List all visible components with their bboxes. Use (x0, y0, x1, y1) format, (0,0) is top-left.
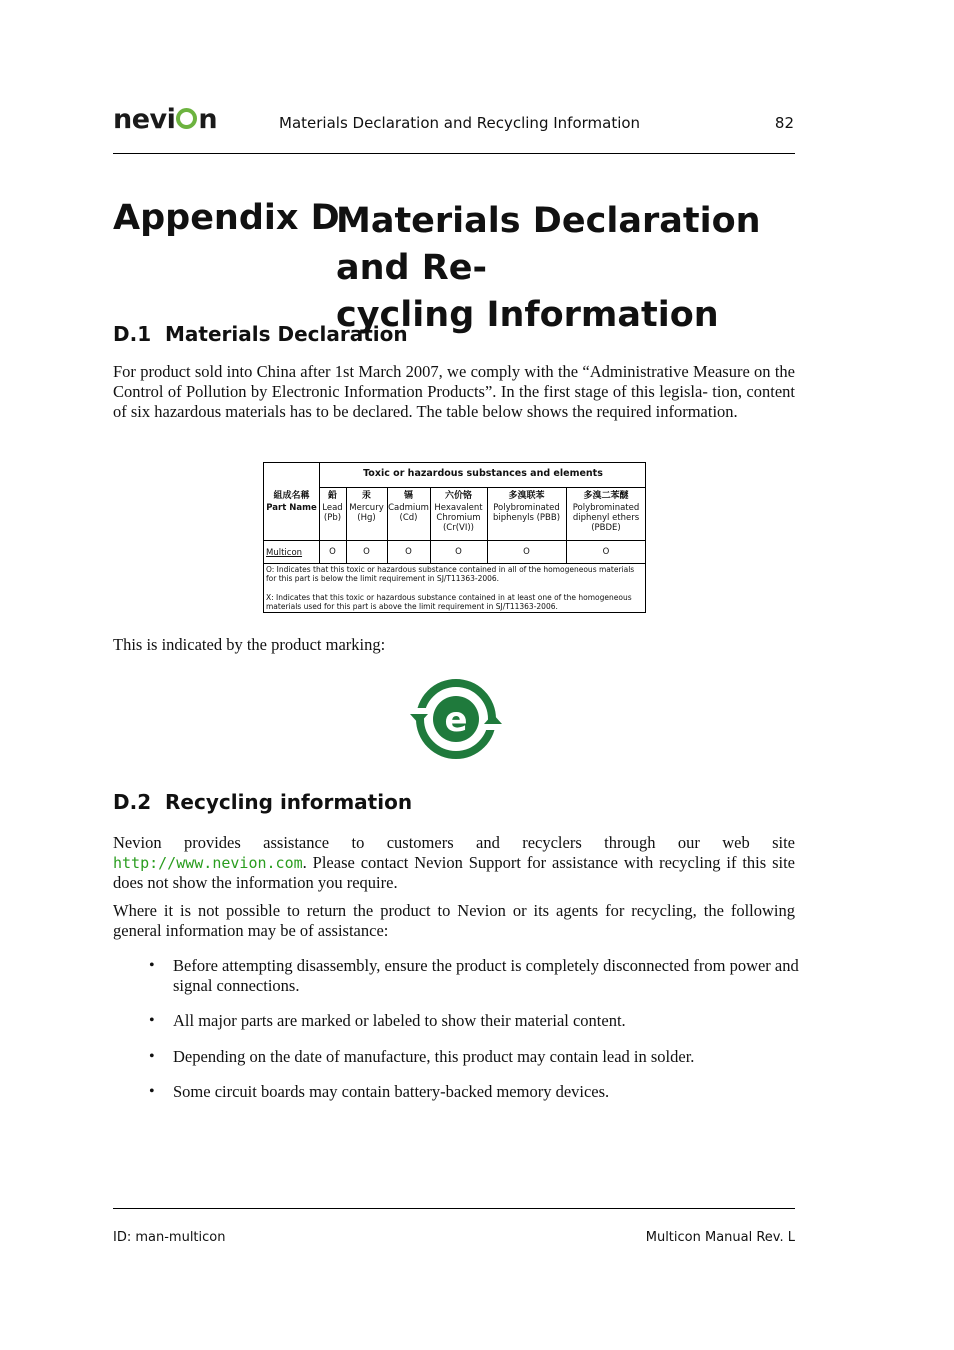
section-2-paragraph-1: Nevion provides assistance to customers and recyclers through our web site http://www.nevion.com. Please contact Nevion Support for assistance with recycling if this site does not show the information you require. (113, 833, 795, 892)
section-2-title: Recycling information (165, 790, 413, 814)
china-rohs-e-recycle-icon (408, 678, 504, 760)
nevion-website-link[interactable]: http://www.nevion.com (113, 854, 303, 872)
table-row-part: Multicon (266, 548, 303, 558)
table-cell-pbde: O (602, 547, 610, 557)
section-1-number: D.1 (113, 322, 152, 346)
table-group-header: Toxic or hazardous substances and elements (363, 468, 603, 479)
appendix-label: Appendix D (113, 198, 340, 238)
section-1-title: Materials Declaration (165, 322, 408, 346)
section-2-paragraph-2: Where it is not possible to return the product to Nevion or its agents for recycling, the following general information may be of assistance: (113, 901, 795, 940)
table-cell-lead: O (329, 547, 336, 557)
column-header-pbb: 多溴联苯 Polybrominated biphenyls (PBB) (492, 491, 561, 523)
footer-document-id: ID: man-multicon (113, 1230, 226, 1245)
footer-manual-revision: Multicon Manual Rev. L (645, 1230, 795, 1245)
section-1-paragraph: For product sold into China after 1st March 2007, we comply with the “Administrative Measure on the Control of Pollution by Electronic Information Products”. In the first stage of this legisla- tion, content of six hazardous materials has to be declared. The table below shows the required information. (113, 362, 795, 421)
nevion-logo: nevi n (113, 104, 218, 135)
bullet-marker: • (149, 1012, 155, 1029)
svg-text:e: e (444, 700, 468, 740)
column-header-mercury: 汞 Mercury (Hg) (349, 491, 384, 523)
bullet-item: Before attempting disassembly, ensure the product is completely disconnected from power and signal connections. (173, 956, 799, 995)
column-header-lead: 鉛 Lead (Pb) (322, 491, 343, 523)
bullet-marker: • (149, 1048, 155, 1065)
table-note-o: O: Indicates that this toxic or hazardous substance contained in all of the homogeneous materials for this part is below the limit requirement in SJ/T11363-2006. (266, 565, 635, 583)
section-2-number: D.2 (113, 790, 152, 814)
footer-rule (113, 1208, 795, 1209)
marking-text: This is indicated by the product marking: (113, 635, 386, 654)
running-title: Materials Declaration and Recycling Information (279, 114, 641, 132)
bullet-item: Some circuit boards may contain battery-backed memory devices. (173, 1082, 610, 1101)
header-rule (113, 153, 795, 154)
bullet-item: All major parts are marked or labeled to show their material content. (173, 1011, 626, 1030)
hazardous-substances-table (263, 462, 646, 613)
table-note-x: X: Indicates that this toxic or hazardous substance contained in at least one of the homogeneous materials used for this part is above the limit requirement in SJ/T11363-2006. (266, 593, 632, 611)
part-name-header: 組成名稱 Part Name (266, 491, 317, 513)
column-header-hexavalent-chromium: 六价铬 Hexavalent Chromium (Cr(VI)) (434, 491, 483, 533)
bullet-marker: • (149, 957, 155, 974)
table-cell-mercury: O (363, 547, 370, 557)
page-number: 82 (774, 114, 794, 132)
bullet-item: Depending on the date of manufacture, this product may contain lead in solder. (173, 1047, 695, 1066)
column-header-pbde: 多溴二苯醚 Polybrominated diphenyl ethers (PBDE) (572, 491, 640, 533)
appendix-title: Materials Declaration and Re- cycling Information (336, 201, 761, 335)
table-cell-pbb: O (523, 547, 530, 557)
bullet-marker: • (149, 1083, 155, 1100)
table-cell-cadmium: O (405, 547, 412, 557)
table-cell-chromium: O (455, 547, 462, 557)
column-header-cadmium: 镉 Cadmium (Cd) (388, 491, 429, 523)
